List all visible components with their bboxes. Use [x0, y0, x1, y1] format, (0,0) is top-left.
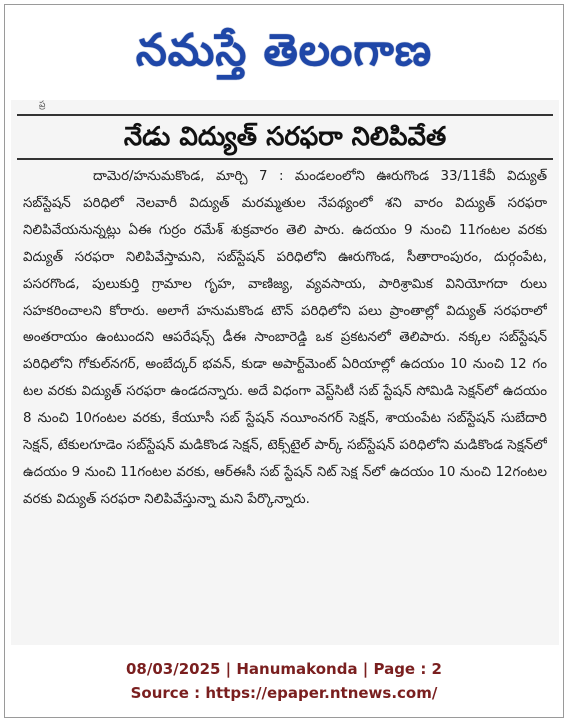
- page-frame: [4, 4, 564, 718]
- article-headline: నేడు విద్యుత్ సరఫరా నిలిపివేత: [123, 122, 447, 152]
- newspaper-masthead: [5, 15, 563, 87]
- clipping-cut-text: [11, 100, 559, 110]
- news-clipping: [11, 100, 559, 645]
- masthead-logo-text: నమస్తే తెలంగాణ: [135, 25, 433, 76]
- clipping-cut-text-fragment: ప్ర: [39, 100, 46, 110]
- article-body: దామెర/హనుమకొండ, మార్చి 7 : మండలంలోని ఊరుగొండ 33/11కేవీ విద్యుత్ సబ్‌స్టేషన్ పరిధిలో నెలవారీ విద్యుత్ మరమ్మతుల నేపథ్యంలో శని వారం విద్యుత్ సరఫరా నిలిపివేయనున్నట్లు ఏఈ గుర్రం రమేశ్ శుక్రవారం తెలి పారు. ఉదయం 9 నుంచి 11గంటల వరకు విద్యుత్ సరఫరా నిలిపివేస్తామని, సబ్‌స్టేషన్ పరిధిలోని ఊరుగొండ, సీతారాంపురం, దుర్గంపేట, పసరగొండ, పులుకుర్తి గ్రామాల గృహ, వాణిజ్య, వ్యవసాయ, పారిశ్రామిక వినియోగదా రులు సహకరించాలని కోరారు. అలాగే హనుమకొండ టౌన్ పరిధిలోని పలు ప్రాంతాల్లో విద్యుత్ సరఫరాలో అంతరాయం ఉంటుందని ఆపరేషన్స్ డీఈ సాంబారెడ్డి ఒక ప్రకటనలో తెలిపారు. నక్కల సబ్‌స్టేషన్ పరిధిలోని గోకుల్‌నగర్, అంబేద్కర్ భవన్, కుడా అపార్ట్‌మెంట్ ఏరియాల్లో ఉదయం 10 నుంచి 12 గం టల వరకు విద్యుత్ సరఫరా ఉండదన్నారు. అదే విధంగా వెస్ట్‌సిటీ సబ్ స్టేషన్ సోమిడి సెక్షన్‌లో ఉదయం 8 నుంచి 10గంటల వరకు, కేయూసీ సబ్ స్టేషన్ నయీంనగర్ సెక్షన్, శాయంపేట సబ్‌స్టేషన్ సుబేదారి సెక్షన్, టేకులగూడెం సబ్‌స్టేషన్ మడికొండ సెక్షన్, టెక్స్‌టైల్ పార్క్ సబ్‌స్టేషన్ పరిధిలోని మడికొండ సెక్షన్‌లో ఉదయం 9 నుంచి 11గంటల వరకు, ఆర్‌ఈసీ సబ్ స్టేషన్ నిట్ సెక్ష న్‌లో ఉదయం 10 నుంచి 12గంటల వరకు విద్యుత్ సరఫరా నిలిపివేస్తున్నా మని పేర్కొన్నారు.: [23, 169, 547, 507]
- source-caption: Source : https://epaper.ntnews.com/: [130, 684, 438, 702]
- headline-bottom-rule: [17, 158, 553, 160]
- edition-info-caption: 08/03/2025 | Hanumakonda | Page : 2: [125, 660, 442, 678]
